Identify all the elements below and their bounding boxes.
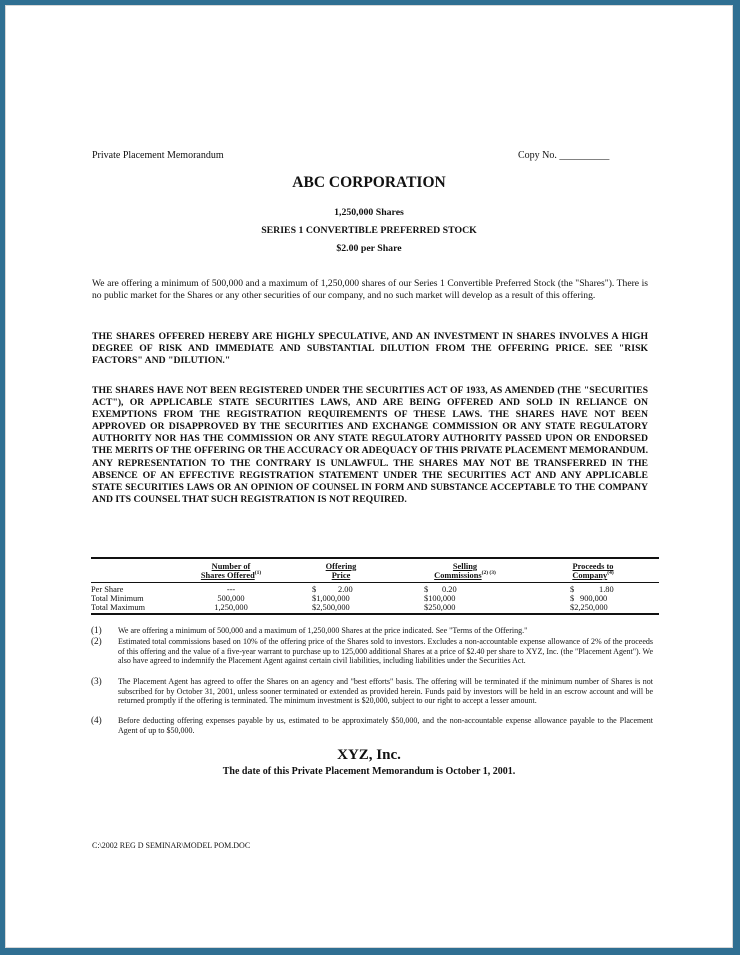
intro-paragraph: We are offering a minimum of 500,000 and a maximum of 1,250,000 shares of our Series 1 Convertible Preferred Stock (the "Shares"). There is no public market for the Shares or any other securities of our company, and no such market will develop as a result of this offering.	[92, 278, 648, 302]
legal-legend: THE SHARES HAVE NOT BEEN REGISTERED UNDER THE SECURITIES ACT OF 1933, AS AMENDED (THE "SECURITIES ACT"), OR APPLICABLE STATE SECURITIES LAWS, AND ARE BEING OFFERED AND SOLD IN RELIANCE ON EXEMPTIONS FROM THE REGISTRATION REQUIREMENTS OF THESE LAWS. THE SHARES HAVE NOT BEEN APPROVED OR DISAPPROVED BY THE SECURITIES AND EXCHANGE COMMISSION OR ANY STATE REGULATORY AUTHORITY NOR HAS THE COMMISSION OR ANY STATE REGULATORY AUTHORITY PASSED UPON OR ENDORSED THE MERITS OF THE OFFERING OR THE ACCURACY OR ADEQUACY OF THIS PRIVATE PLACEMENT MEMORANDUM. ANY REPRESENTATION TO THE CONTRARY IS UNLAWFUL. THE SHARES MAY NOT BE TRANSFERRED IN THE ABSENCE OF AN EFFECTIVE REGISTRATION STATEMENT UNDER THE SECURITIES ACT AND ANY APPLICABLE STATE SECURITIES LAWS OR AN OPINION OF COUNSEL IN FORM AND SUBSTANCE ACCEPTABLE TO THE COMPANY AND ITS COUNSEL THAT SUCH REGISTRATION IS NOT REQUIRED.	[92, 385, 648, 505]
table-row	[91, 582, 659, 594]
header-shares: Number of Shares Offered$^{(1)}$	[183, 558, 279, 582]
file-path: C:\2002 REG D SEMINAR\MODEL POM.DOC	[92, 841, 251, 850]
header-price: Offering Price	[279, 558, 403, 582]
footnote-3: (3) The Placement Agent has agreed to offer the Shares on an agency and "best efforts" basis. The offering will be terminated if the minimum number of Shares is not subscribed for by October 31, 2001, unless sooner terminated or extended as provided herein. Funds paid by investors will be held in an escrow account and will be returned promptly if the offering is terminated. The minimum investment is $20,000, subject to our right to accept a lesser amount.	[91, 676, 653, 706]
share-price: $2.00 per Share	[336, 243, 402, 254]
row-label: Total Maximum	[91, 603, 183, 614]
cell-commissions: $ 0.20	[424, 584, 457, 594]
header-proceeds: Proceeds to Company$^{(4)}$	[527, 558, 659, 582]
cell-commissions: $250,000	[403, 603, 527, 614]
company-title: ABC CORPORATION	[292, 174, 446, 191]
table-header-row	[91, 558, 659, 582]
cell-commissions: $100,000	[424, 593, 456, 603]
footnote-2: (2) Estimated total commissions based on 10% of the offering price of the Shares sold to investors. Excludes a non-accountable expense allowance of 2% of the proceeds of this offering and the value of a five-year warrant to purchase up to 125,000 additional Shares at a price of $2.40 per share to XYZ, Inc. (the "Placement Agent"). We also have agreed to indemnify the Placement Agent against certain civil liabilities, including liabilities under the Securities Act.	[91, 636, 653, 666]
cell-proceeds: $2,250,000	[527, 603, 659, 614]
footnote-1: (1) We are offering a minimum of 500,000 and a maximum of 1,250,000 Shares at the price indicated. See "Terms of the Offering."	[91, 625, 528, 635]
placement-agent-name: XYZ, Inc.	[337, 747, 401, 763]
row-label: Total Minimum	[91, 593, 144, 603]
table-row	[91, 603, 659, 614]
cell-price: $ 2.00	[312, 584, 353, 594]
cell-shares: ---	[226, 584, 236, 594]
cell-price: $1,000,000	[312, 593, 350, 603]
series-name: SERIES 1 CONVERTIBLE PREFERRED STOCK	[261, 225, 477, 236]
offering-table	[91, 557, 659, 615]
footnote-4: (4) Before deducting offering expenses payable by us, estimated to be approximately $50,000, and the non-accountable expense allowance payable to the Placement Agent of up to $50,000.	[91, 715, 653, 735]
risk-warning: THE SHARES OFFERED HEREBY ARE HIGHLY SPECULATIVE, AND AN INVESTMENT IN SHARES INVOLVES A HIGH DEGREE OF RISK AND IMMEDIATE AND SUBSTANTIAL DILUTION FROM THE OFFERING PRICE. SEE "RISK FACTORS" AND "DILUTION."	[92, 331, 648, 367]
row-label: Per Share	[91, 584, 124, 594]
header-left: Private Placement Memorandum	[92, 150, 224, 161]
header-commissions: Selling Commissions$^{(2) (3)}$	[403, 558, 527, 582]
cell-shares: 500,000	[217, 593, 245, 603]
document-page	[5, 5, 733, 948]
cell-price: $2,500,000	[279, 603, 403, 614]
table-row	[91, 594, 659, 603]
shares-count: 1,250,000 Shares	[334, 207, 404, 218]
cell-proceeds: $ 900,000	[570, 593, 608, 603]
memorandum-date: The date of this Private Placement Memorandum is October 1, 2001.	[222, 766, 516, 777]
header-blank	[91, 558, 183, 582]
copy-number: Copy No. __________	[518, 150, 610, 161]
cell-shares: 1,250,000	[183, 603, 279, 614]
cell-proceeds: $ 1.80	[570, 584, 614, 594]
